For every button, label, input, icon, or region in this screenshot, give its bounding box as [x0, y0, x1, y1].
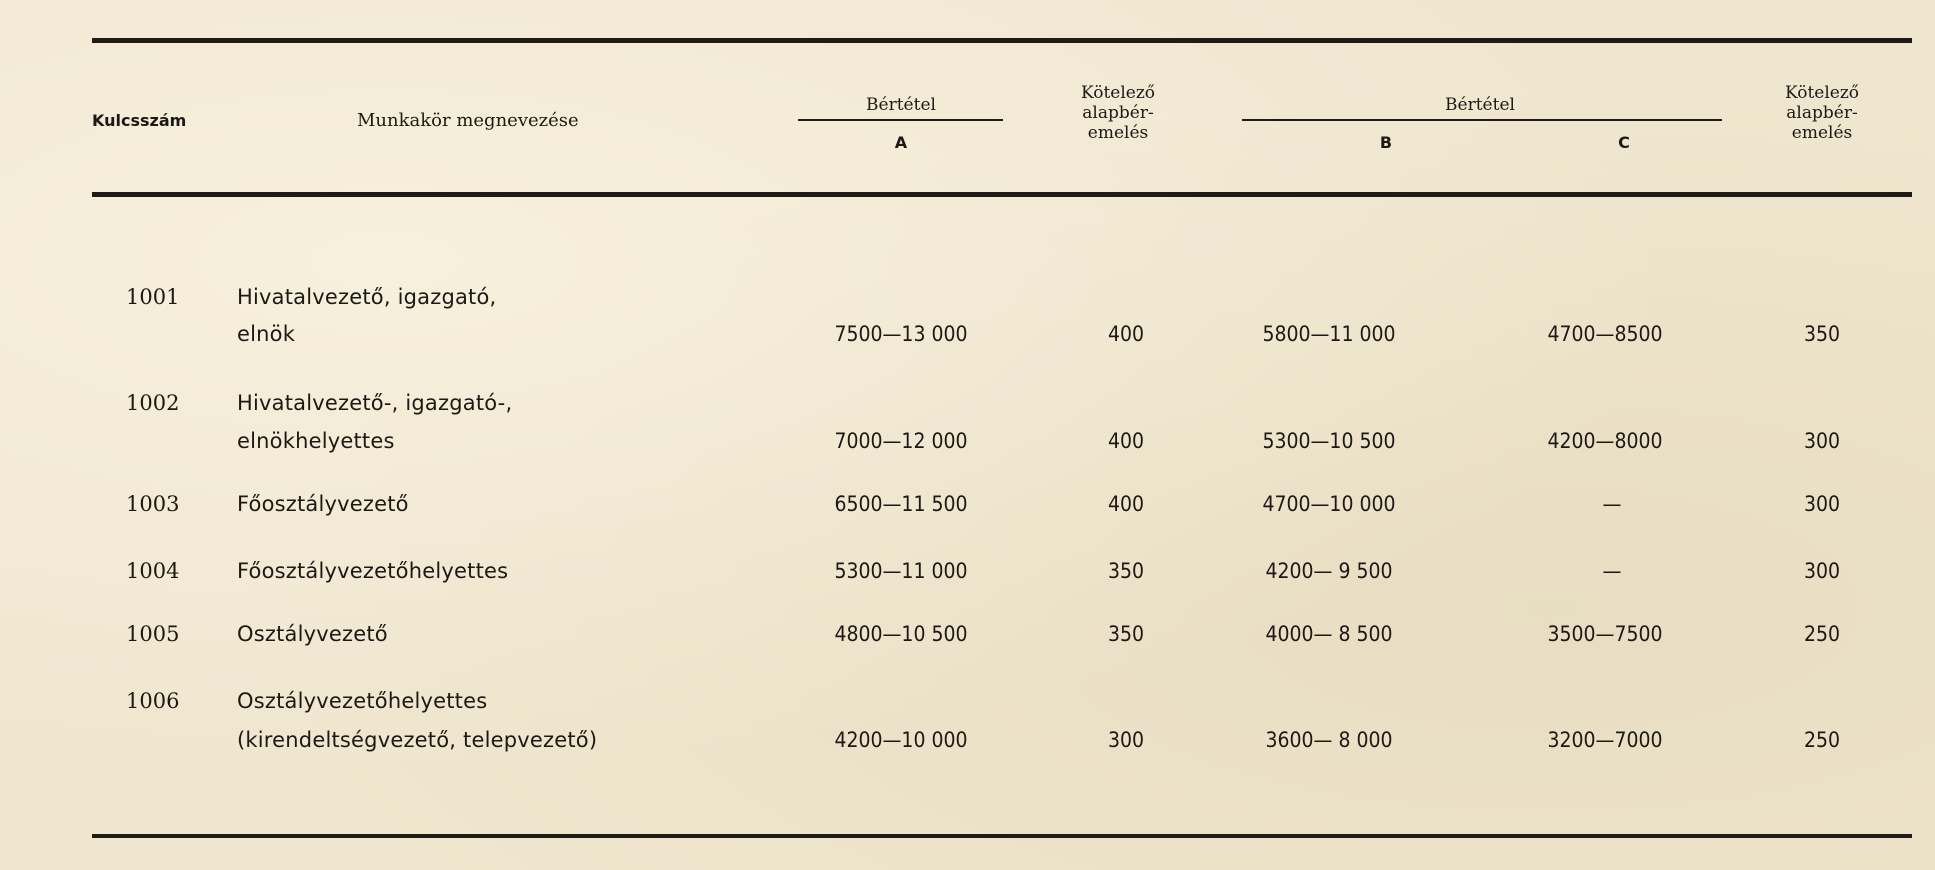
header-bertetel-a: Bértétel — [866, 95, 936, 115]
row-kotelezo2: 300 — [1803, 559, 1841, 583]
row-name-line1: Osztályvezető — [237, 622, 388, 646]
header-kotelezo2-line3: emelés — [1791, 123, 1853, 143]
row-bertetel-c: 3200—7000 — [1547, 728, 1663, 752]
row-name-line2: elnökhelyettes — [237, 429, 395, 453]
row-code: 1001 — [126, 285, 180, 309]
row-kotelezo2: 350 — [1803, 322, 1841, 346]
row-name-line1: Hivatalvezető-, igazgató-, — [237, 391, 513, 415]
row-bertetel-a: 7500—13 000 — [834, 322, 968, 346]
row-bertetel-b: 3600— 8 000 — [1265, 728, 1393, 752]
row-bertetel-a: 6500—11 500 — [834, 492, 968, 516]
bottom-rule — [92, 834, 1912, 838]
row-kotelezo2: 250 — [1803, 622, 1841, 646]
row-kotelezo1: 350 — [1107, 559, 1145, 583]
row-bertetel-c: 3500—7500 — [1547, 622, 1663, 646]
row-bertetel-c: — — [1602, 559, 1622, 583]
row-bertetel-b: 4200— 9 500 — [1265, 559, 1393, 583]
header-kotelezo2-line1: Kötelező — [1784, 83, 1860, 103]
row-name-line2: (kirendeltségvezető, telepvezető) — [237, 728, 598, 752]
row-bertetel-b: 5800—11 000 — [1262, 322, 1396, 346]
row-kotelezo2: 300 — [1803, 429, 1841, 453]
row-name-line1: Főosztályvezető — [237, 492, 409, 516]
row-code: 1004 — [126, 559, 180, 583]
row-kotelezo2: 250 — [1803, 728, 1841, 752]
row-bertetel-a: 4200—10 000 — [834, 728, 968, 752]
header-kotelezo1-line1: Kötelező — [1080, 83, 1156, 103]
row-name-line1: Osztályvezetőhelyettes — [237, 689, 488, 713]
row-bertetel-a: 5300—11 000 — [834, 559, 968, 583]
header-bertetel-bc: Bértétel — [1445, 95, 1515, 115]
header-kotelezo1-line2: alapbér- — [1082, 103, 1154, 123]
header-col-a: A — [894, 133, 908, 152]
row-kotelezo1: 400 — [1107, 492, 1145, 516]
header-munkakor: Munkakör megnevezése — [357, 110, 579, 131]
row-bertetel-b: 4000— 8 500 — [1265, 622, 1393, 646]
row-kotelezo1: 300 — [1107, 728, 1145, 752]
header-kulcsszam: Kulcsszám — [92, 111, 187, 130]
row-name-line1: Hivatalvezető, igazgató, — [237, 285, 497, 309]
header-bertetel-a-rule — [798, 119, 1003, 121]
row-code: 1002 — [126, 391, 180, 415]
row-kotelezo1: 350 — [1107, 622, 1145, 646]
row-bertetel-b: 4700—10 000 — [1262, 492, 1396, 516]
row-bertetel-a: 4800—10 500 — [834, 622, 968, 646]
row-bertetel-c: 4200—8000 — [1547, 429, 1663, 453]
header-bertetel-bc-rule — [1242, 119, 1722, 121]
header-kotelezo1-line3: emelés — [1087, 123, 1149, 143]
header-col-b: B — [1379, 133, 1393, 152]
header-kotelezo2-line2: alapbér- — [1786, 103, 1858, 123]
row-kotelezo1: 400 — [1107, 429, 1145, 453]
row-code: 1006 — [126, 689, 180, 713]
header-col-c: C — [1618, 133, 1630, 152]
row-bertetel-a: 7000—12 000 — [834, 429, 968, 453]
row-bertetel-c: — — [1602, 492, 1622, 516]
row-kotelezo1: 400 — [1107, 322, 1145, 346]
top-rule — [92, 38, 1912, 43]
row-name-line2: elnök — [237, 322, 296, 346]
row-code: 1003 — [126, 492, 180, 516]
row-bertetel-b: 5300—10 500 — [1262, 429, 1396, 453]
row-code: 1005 — [126, 622, 180, 646]
row-name-line1: Főosztályvezetőhelyettes — [237, 559, 509, 583]
row-bertetel-c: 4700—8500 — [1547, 322, 1663, 346]
header-bottom-rule — [92, 192, 1912, 197]
row-kotelezo2: 300 — [1803, 492, 1841, 516]
